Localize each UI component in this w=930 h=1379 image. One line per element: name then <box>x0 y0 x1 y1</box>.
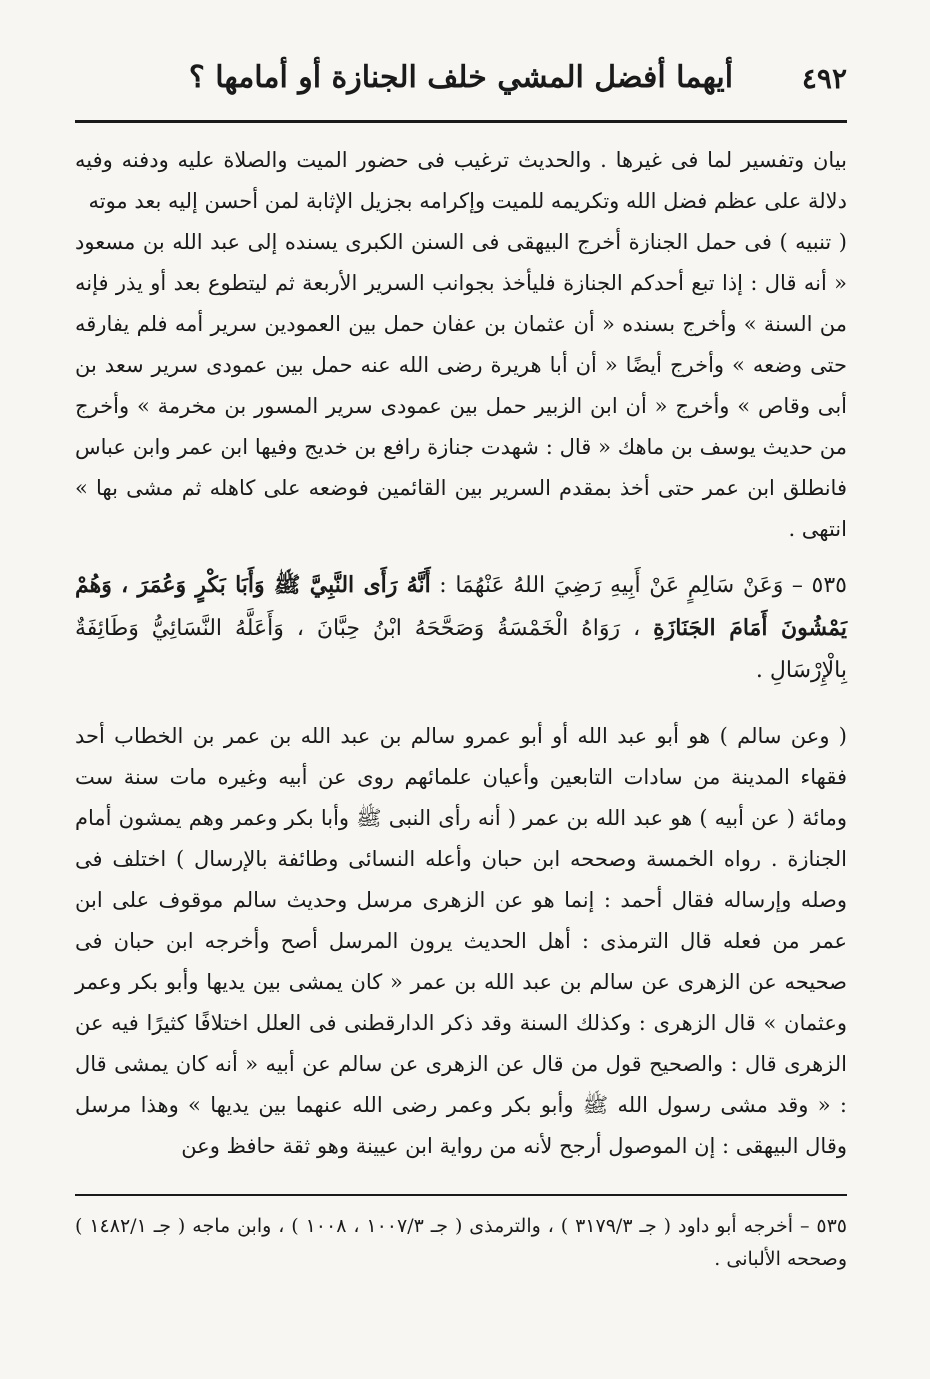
running-title: أيهما أفضل المشي خلف الجنازة أو أمامها ؟ <box>188 60 734 95</box>
footnote-divider <box>75 1194 847 1196</box>
hadith-matn: أَنَّهُ رَأَى النَّبِيَّ ﷺ وَأَبَا بَكْرٍ وَعُمَرَ ، وَهُمْ يَمْشُونَ أَمَامَ الجَنَازَةِ <box>75 572 848 641</box>
intro-paragraph: بيان وتفسير لما فى غيرها . والحديث ترغيب فى حضور الميت والصلاة عليه ودفنه وفيه دلالة على عظم فضل الله وتكريمه للميت وإكرامه بجزيل الإثابة لمن أحسن إليه بعد موته <box>75 148 847 213</box>
commentary-paragraph: ( وعن سالم ) هو أبو عبد الله أو أبو عمرو سالم بن عبد الله بن عمر بن الخطاب أحد فقهاء المدينة من سادات التابعين وأعيان علمائهم روى عن أبيه وغيره مات سنة ست ومائة ( عن أبيه ) هو عبد الله بن عمر ( أنه رأى النبى ﷺ وأبا بكر وعمر وهم يمشون أمام الجنازة . رواه الخمسة وصححه ابن حبان وأعله النسائى وطائفة بالإرسال ) اختلف فى وصله وإرساله فقال أحمد : إنما هو عن الزهرى مرسل وحديث سالم موقوف على ابن عمر من فعله قال الترمذى : أهل الحديث يرون المرسل أصح وأخرجه ابن حبان فى صحيحه عن الزهرى عن سالم بن عبد الله بن عمر « كان يمشى بين يديها وأبو بكر وعمر وعثمان » قال الزهرى : وكذلك السنة وقد ذكر الدارقطنى فى العلل اختلافًا كثيرًا فيه عن الزهرى قال : والصحيح قول من قال عن الزهرى عن سالم عن أبيه « أنه كان يمشى قال : « وقد مشى رسول الله ﷺ وأبو بكر وعمر رضى الله عنهما بين يديها » وهذا مرسل وقال البيهقى : إن الموصول أرجح لأنه من رواية ابن عيينة وهو ثقة حافظ وعن <box>75 724 847 1158</box>
page-number: ٤٩٢ <box>801 62 847 95</box>
header-divider <box>75 120 847 123</box>
hadith-text <box>75 564 847 692</box>
hadith-suffix: ، رَوَاهُ الْخَمْسَةُ وَصَحَّحَهُ ابْنُ حِبَّانَ ، وَأَعَلَّهُ النَّسَائِيُّ وَطَائِفَةٌ بِالْإِرْسَالِ . <box>75 616 847 683</box>
note-paragraph: ( تنبيه ) فى حمل الجنازة أخرج البيهقى فى السنن الكبرى يسنده إلى عبد الله بن مسعود « أنه قال : إذا تبع أحدكم الجنازة فليأخذ بجوانب السرير الأربعة ثم ليتطوع بعد أو يذر فإنه من السنة » وأخرج بسنده « أن عثمان بن عفان حمل بين العمودين سرير أمه فلم يفارقه حتى وضعه » وأخرج أيضًا « أن أبا هريرة رضى الله عنه حمل بين عمودى سرير سعد بن أبى وقاص » وأخرج « أن ابن الزبير حمل بين عمودى سرير المسور بن مخرمة » وأخرج من حديث يوسف بن ماهك « قال : شهدت جنازة رافع بن خديج وفيها ابن عمر وابن عباس فانطلق ابن عمر حتى أخذ بمقدم السرير بين القائمين فوضعه على كاهله ثم مشى بها » انتهى . <box>75 230 847 541</box>
main-text <box>75 140 847 1167</box>
footnote: ٥٣٥ – أخرجه أبو داود ( جـ ٣١٧٩/٣ ) ، والترمذى ( جـ ١٠٠٧/٣ ، ١٠٠٨ ) ، وابن ماجه ( جـ ١٤٨٢/١ ) وصححه الألبانى . <box>75 1215 848 1270</box>
page-header <box>75 52 847 110</box>
hadith-prefix: ٥٣٥ – وَعَنْ سَالِمٍ عَنْ أَبِيهِ رَضِيَ اللهُ عَنْهُمَا : <box>430 573 847 598</box>
